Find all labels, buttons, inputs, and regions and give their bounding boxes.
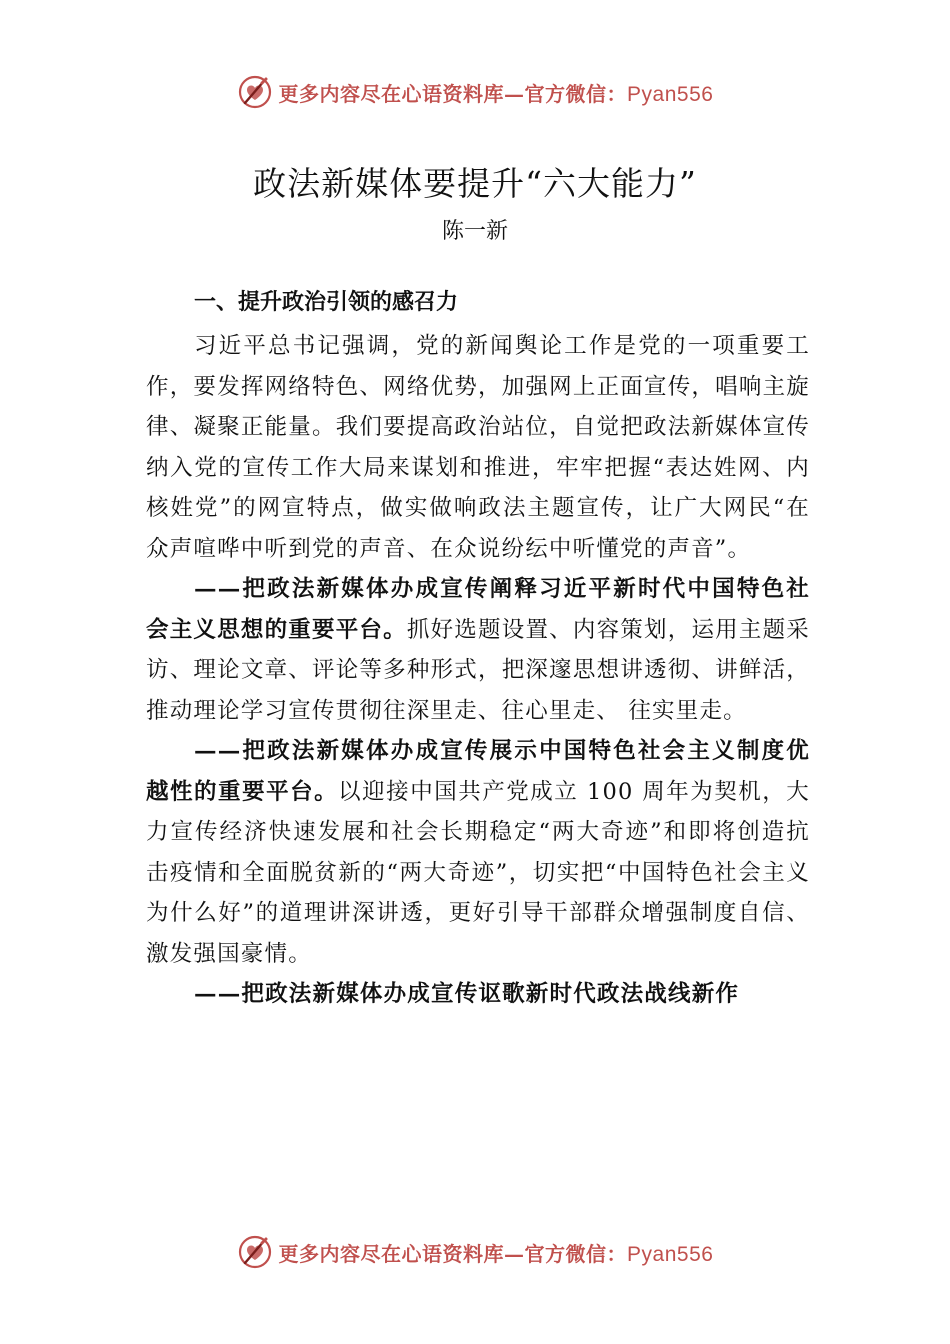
heart-pen-logo-icon bbox=[237, 1234, 273, 1270]
banner-text bbox=[279, 78, 714, 107]
heart-pen-logo-icon bbox=[237, 74, 273, 110]
bottom-watermark-banner bbox=[0, 1230, 950, 1274]
paragraph bbox=[146, 731, 810, 974]
paragraph-lead: ——把政法新媒体办成宣传阐释习近平新时代中国特色社会主义思想的重要平台。 bbox=[146, 576, 810, 643]
paragraph-lead: ——把政法新媒体办成宣传展示中国特色社会主义制度优越性的重要平台。 bbox=[146, 738, 810, 805]
paragraph-text: 习近平总书记强调，党的新闻舆论工作是党的一项重要工作，要发挥网络特色、网络优势，加强网上正面宣传，唱响主旋律、凝聚正能量。我们要提高政治站位，自觉把政法新媒体宣传纳入党的宣传工作大局来谋划和推进，牢牢把握“表达姓网、内核姓党”的网宣特点，做实做响政法主题宣传，让广大网民“在众声喧哗中听到党的声音、在众说纷纭中听懂党的声音”。 bbox=[146, 333, 810, 562]
paragraph bbox=[146, 326, 810, 569]
banner-wechat-id: Pyan556 bbox=[627, 1242, 714, 1266]
paragraph-text: 抓好选题设置、内容策划，运用主题采访、理论文章、评论等多种形式，把深邃思想讲透彻、讲鲜活，推动理论学习宣传贯彻往深里走、往心里走、 往实里走。 bbox=[146, 616, 811, 724]
top-watermark-banner bbox=[0, 70, 950, 114]
paragraph bbox=[146, 569, 810, 731]
document-body bbox=[146, 286, 810, 1015]
document-author: 陈一新 bbox=[441, 219, 508, 244]
banner-main-text: 更多内容尽在心语资料库—官方微信： bbox=[278, 81, 628, 106]
document-title: 政法新媒体要提升“六大能力” bbox=[253, 164, 697, 203]
banner-wechat-id: Pyan556 bbox=[627, 82, 714, 106]
banner-main-text: 更多内容尽在心语资料库—官方微信： bbox=[278, 1241, 628, 1266]
paragraph-lead: ——把政法新媒体办成宣传讴歌新时代政法战线新作 bbox=[194, 981, 740, 1007]
paragraph bbox=[146, 974, 810, 1015]
banner-text bbox=[279, 1238, 714, 1267]
paragraph-text: 以迎接中国共产党成立 100 周年为契机，大力宣传经济快速发展和社会长期稳定“两大奇迹”和即将创造抗击疫情和全面脱贫新的“两大奇迹”，切实把“中国特色社会主义为什么好”的道理讲深讲透，更好引导干部群众增强制度自信、激发强国豪情。 bbox=[146, 778, 810, 967]
section-heading: 一、提升政治引领的感召力 bbox=[194, 290, 459, 315]
